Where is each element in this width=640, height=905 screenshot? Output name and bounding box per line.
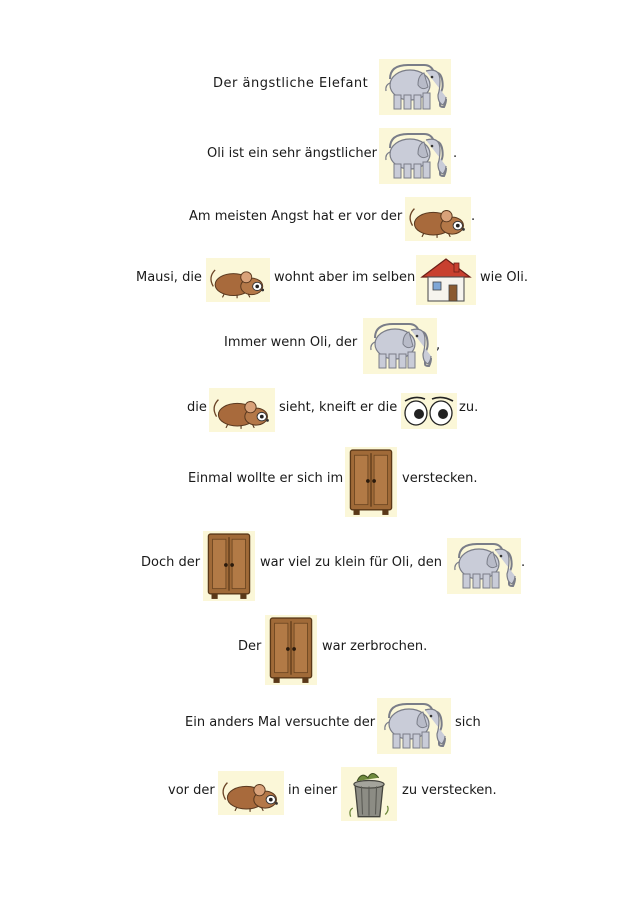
sentence-part: wohnt aber im selben: [274, 270, 416, 285]
page-title: Der ängstliche Elefant: [213, 76, 369, 91]
sentence-part: wie Oli.: [480, 270, 528, 285]
sentence-part: Der: [238, 639, 262, 654]
sentence-part: war zerbrochen.: [322, 639, 428, 654]
sentence-part: sich: [455, 715, 481, 730]
sentence-part: Oli ist ein sehr ängstlicher: [207, 146, 377, 161]
elephant-icon: [379, 128, 451, 184]
sentence-part: verstecken.: [402, 471, 478, 486]
sentence-part: vor der: [168, 783, 215, 798]
sentence-part: sieht, kneift er die: [279, 400, 398, 415]
elephant-icon: [379, 59, 451, 115]
elephant-icon: [377, 698, 451, 754]
trash-can-icon: [341, 767, 397, 821]
sentence-part: in einer: [288, 783, 338, 798]
sentence-part: zu.: [459, 400, 479, 415]
sentence-part: ,: [436, 338, 441, 353]
elephant-icon: [447, 538, 521, 594]
wardrobe-icon: [265, 615, 317, 685]
sentence-part: .: [521, 555, 526, 570]
sentence-part: zu verstecken.: [402, 783, 497, 798]
sentence-part: war viel zu klein für Oli, den: [260, 555, 442, 570]
mouse-icon: [209, 388, 275, 432]
mouse-icon: [405, 197, 471, 241]
sentence-part: Immer wenn Oli, der: [224, 335, 358, 350]
sentence-part: .: [453, 146, 458, 161]
sentence-part: Einmal wollte er sich im: [188, 471, 344, 486]
mouse-icon: [218, 771, 284, 815]
wardrobe-icon: [345, 447, 397, 517]
house-icon: [416, 255, 476, 305]
eyes-icon: [401, 393, 457, 429]
sentence-part: die: [187, 400, 207, 415]
wardrobe-icon: [203, 531, 255, 601]
sentence-part: Ein anders Mal versuchte der: [185, 715, 376, 730]
sentence-part: Am meisten Angst hat er vor der: [189, 209, 403, 224]
mouse-icon: [206, 258, 270, 302]
sentence-part: Mausi, die: [136, 270, 202, 285]
sentence-part: .: [471, 209, 476, 224]
sentence-part: Doch der: [141, 555, 201, 570]
elephant-icon: [363, 318, 437, 374]
